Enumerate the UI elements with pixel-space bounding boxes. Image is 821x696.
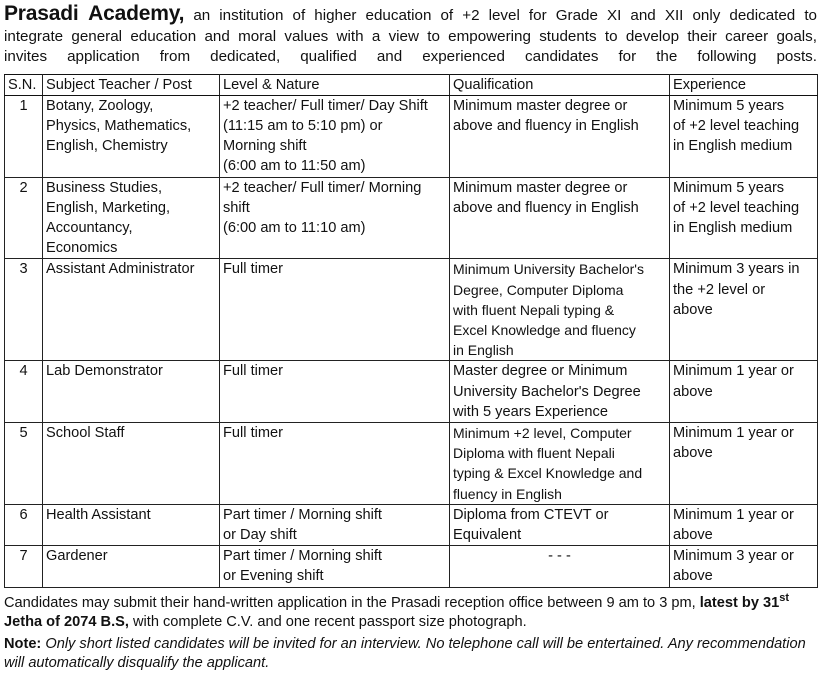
cell-sn: 2 xyxy=(5,177,43,259)
cell-sn: 5 xyxy=(5,422,43,504)
table-row xyxy=(5,422,818,504)
intro-paragraph xyxy=(4,4,817,68)
header-experience: Experience xyxy=(670,74,818,95)
cell-qualification: Minimum master degree or above and fluency in English xyxy=(450,177,670,259)
note-label: Note: xyxy=(4,635,42,652)
application-instructions xyxy=(4,591,817,632)
cell-qualification: Master degree or Minimum University Bachelor's Degree with 5 years Experience xyxy=(450,361,670,423)
table-row xyxy=(5,95,818,177)
intro-line-1 xyxy=(4,4,817,27)
cell-post: Lab Demonstrator xyxy=(43,361,220,423)
cell-level: Full timer xyxy=(220,361,450,423)
cell-experience: Minimum 3 years in the +2 level or above xyxy=(670,259,818,361)
cell-experience: Minimum 1 year or above xyxy=(670,422,818,504)
instructions-text-2: with complete C.V. and one recent passport size photograph. xyxy=(128,613,527,630)
table-row xyxy=(5,504,818,545)
table-row xyxy=(5,546,818,587)
header-qualification: Qualification xyxy=(450,74,670,95)
intro-line-2: integrate general education and moral values with a view to empowering students to develop their career goals, xyxy=(4,27,817,45)
note xyxy=(4,635,817,673)
cell-level: +2 teacher/ Full timer/ Morning shift (6:00 am to 11:10 am) xyxy=(220,177,450,259)
intro-line-3: invites application from dedicated, qualified and experienced candidates for the following posts. xyxy=(4,48,817,65)
header-sn: S.N. xyxy=(5,74,43,95)
cell-qualification: Minimum +2 level, Computer Diploma with fluent Nepali typing & Excel Knowledge and fluency in English xyxy=(450,422,670,504)
table-row xyxy=(5,361,818,423)
cell-level: Full timer xyxy=(220,259,450,361)
cell-qualification: Minimum University Bachelor's Degree, Computer Diploma with fluent Nepali typing & Excel Knowledge and fluency in English xyxy=(450,259,670,361)
deadline-ordinal: st xyxy=(779,591,790,604)
cell-level: Full timer xyxy=(220,422,450,504)
cell-sn: 1 xyxy=(5,95,43,177)
cell-experience: Minimum 1 year or above xyxy=(670,361,818,423)
table-header-row xyxy=(5,74,818,95)
header-post: Subject Teacher / Post xyxy=(43,74,220,95)
cell-level: +2 teacher/ Full timer/ Day Shift (11:15 am to 5:10 pm) or Morning shift (6:00 am to 11:50 am) xyxy=(220,95,450,177)
cell-post: Business Studies, English, Marketing, Accountancy, Economics xyxy=(43,177,220,259)
table-row xyxy=(5,177,818,259)
instructions-text: Candidates may submit their hand-written application in the Prasadi reception office between 9 am to 3 pm, xyxy=(4,594,700,611)
cell-qualification: Minimum master degree or above and fluency in English xyxy=(450,95,670,177)
header-level: Level & Nature xyxy=(220,74,450,95)
cell-sn: 6 xyxy=(5,504,43,545)
cell-experience: Minimum 1 year or above xyxy=(670,504,818,545)
cell-qualification: - - - xyxy=(450,546,670,587)
cell-experience: Minimum 5 years of +2 level teaching in English medium xyxy=(670,95,818,177)
table-row xyxy=(5,259,818,361)
cell-post: School Staff xyxy=(43,422,220,504)
cell-post: Botany, Zoology, Physics, Mathematics, English, Chemistry xyxy=(43,95,220,177)
deadline-date: Jetha of 2074 B.S, xyxy=(4,613,129,630)
cell-post: Assistant Administrator xyxy=(43,259,220,361)
cell-level: Part timer / Morning shift or Evening shift xyxy=(220,546,450,587)
intro-line-1-text: an institution of higher education of +2 level for Grade XI and XII only dedicated to xyxy=(184,7,817,24)
cell-sn: 4 xyxy=(5,361,43,423)
organization-name: Prasadi Academy, xyxy=(4,2,185,25)
cell-post: Gardener xyxy=(43,546,220,587)
cell-experience: Minimum 5 years of +2 level teaching in English medium xyxy=(670,177,818,259)
note-text: Only short listed candidates will be invited for an interview. No telephone call will be entertained. Any recommendation will automatically disqualify the applicant. xyxy=(4,635,806,671)
deadline-prefix: latest by 31 xyxy=(699,594,780,611)
cell-sn: 7 xyxy=(5,546,43,587)
cell-qualification: Diploma from CTEVT or Equivalent xyxy=(450,504,670,545)
cell-experience: Minimum 3 year or above xyxy=(670,546,818,587)
vacancy-table xyxy=(4,74,818,588)
cell-post: Health Assistant xyxy=(43,504,220,545)
cell-level: Part timer / Morning shift or Day shift xyxy=(220,504,450,545)
cell-sn: 3 xyxy=(5,259,43,361)
